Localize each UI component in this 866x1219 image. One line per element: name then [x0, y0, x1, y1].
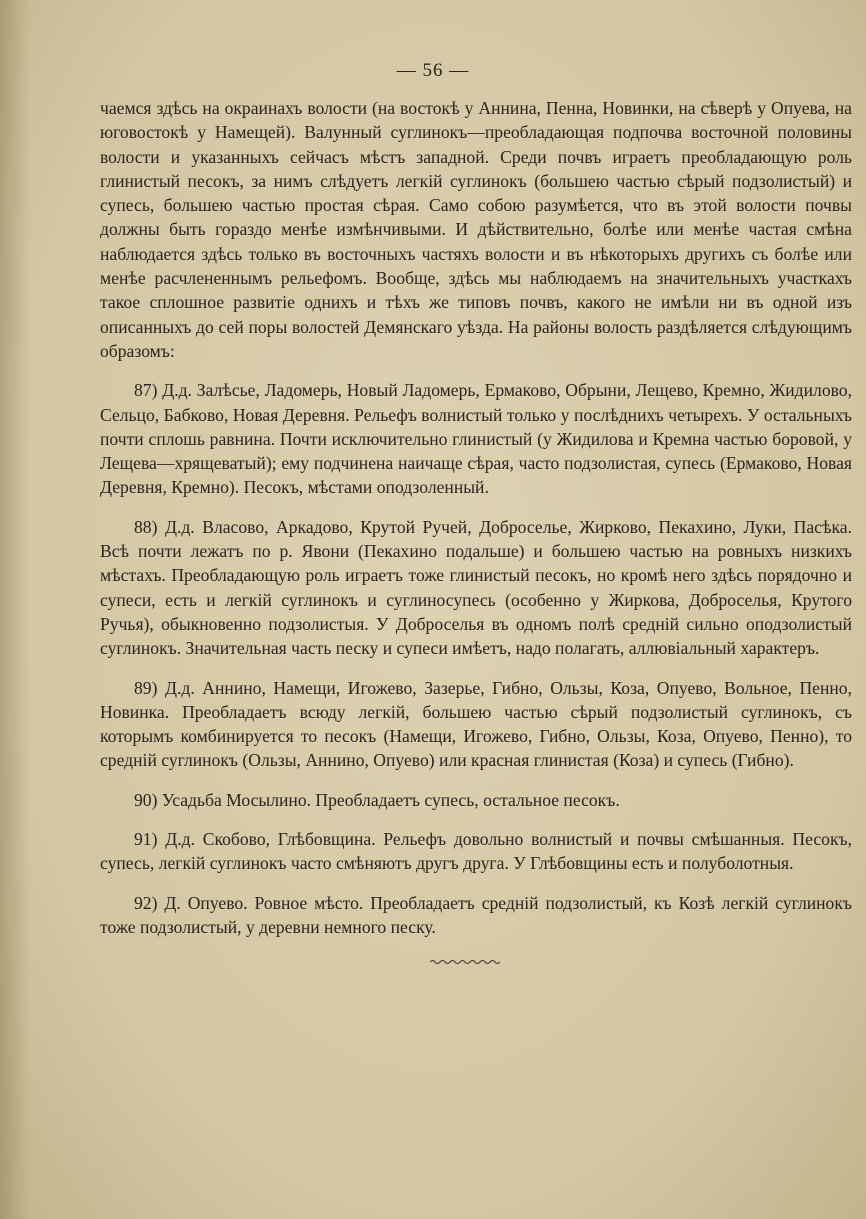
paragraph-87: 87) Д.д. Залѣсье, Ладомерь, Новый Ладомерь, Ермаково, Обрыни, Лещево, Кремно, Жидилово, Сельцо, Бабково, Новая Деревня. Рельефъ волнистый только у послѣднихъ четырехъ. У остальныхъ почти сплошь равнина. Почти исключительно глинистый (у Жидилова и Кремна частью боровой, у Лещева—хрящеватый); ему подчинена наичаще сѣрая, часто подзолистая, супесь (Ермаково, Новая Деревня, Кремно). Песокъ, мѣстами оподзоленный.	[100, 380, 852, 498]
wavy-divider-ornament	[430, 958, 500, 966]
paragraph-88: 88) Д.д. Власово, Аркадово, Крутой Ручей, Доброселье, Жирково, Пекахино, Луки, Пасѣка. Всѣ почти лежатъ по р. Явони (Пекахино подальше) и большею частью на ровныхъ низкихъ мѣстахъ. Преобладающую роль играетъ тоже глинистый песокъ, но кромѣ него здѣсь порядочно и супеси, есть и легкій суглинокъ и суглиносупесь (особенно у Жиркова, Доброселья, Крутого Ручья), обыкновенно подзолистыя. У Доброселья въ одномъ полѣ средній сильно оподзолистый суглинокъ. Значительная часть песку и супеси имѣетъ, надо полагать, аллювіальный характеръ.	[100, 516, 852, 659]
paragraph-continuation: чаемся здѣсь на окраинахъ волости (на востокѣ у Аннина, Пенна, Новинки, на сѣверѣ у Опуева, на юговостокѣ у Намещей). Валунный суглинокъ—преобладающая подпочва восточной половины волости и указанныхъ сейчасъ мѣстъ западной. Среди почвъ играетъ преобладающую роль глинистый песокъ, за нимъ слѣдуетъ легкій суглинокъ (большею частью сѣрый подзолистый) и супесь, большею частью простая сѣрая. Само собою разумѣется, что въ этой волости почвы должны быть гораздо менѣе измѣнчивыми. И дѣйствительно, болѣе или менѣе частая смѣна наблюдается здѣсь только въ восточныхъ частяхъ волости и въ нѣкоторыхъ другихъ съ болѣе или менѣе расчлененнымъ рельефомъ. Вообще, здѣсь мы наблюдаемъ на значительныхъ участкахъ такое сплошное развитіе однихъ и тѣхъ же типовъ почвъ, какого не имѣли ни въ одной изъ описанныхъ до сей поры волостей Демянскаго уѣзда. На районы волость раздѣляется слѣдующимъ образомъ:	[100, 98, 852, 361]
paragraph-92: 92) Д. Опуево. Ровное мѣсто. Преобладаетъ средній подзолистый, къ Козѣ легкій суглинокъ тоже подзолистый, у деревни немного песку.	[100, 892, 852, 937]
page-number: — 56 —	[396, 60, 470, 81]
paragraph-89: 89) Д.д. Аннино, Намещи, Игожево, Зазерье, Гибно, Ользы, Коза, Опуево, Вольное, Пенно, Новинка. Преобладаетъ всюду легкій, большею частью сѣрый подзолистый суглинокъ, съ которымъ комбинируется то песокъ (Намещи, Игожево, Гибно, Ользы, Коза, Опуево, Пенно), то средній суглинокъ (Ользы, Аннино, Опуево) или красная глинистая (Коза) и супесь (Гибно).	[100, 677, 852, 771]
paragraph-90: 90) Усадьба Мосылино. Преобладаетъ супесь, остальное песокъ.	[134, 789, 620, 810]
paragraph-91: 91) Д.д. Скобово, Глѣбовщина. Рельефъ довольно волнистый и почвы смѣшанныя. Песокъ, супесь, легкій суглинокъ часто смѣняютъ другъ друга. У Глѣбовщины есть и полуболотныя.	[100, 829, 852, 874]
page-edge-shadow	[0, 0, 30, 1219]
page-body	[100, 96, 852, 939]
